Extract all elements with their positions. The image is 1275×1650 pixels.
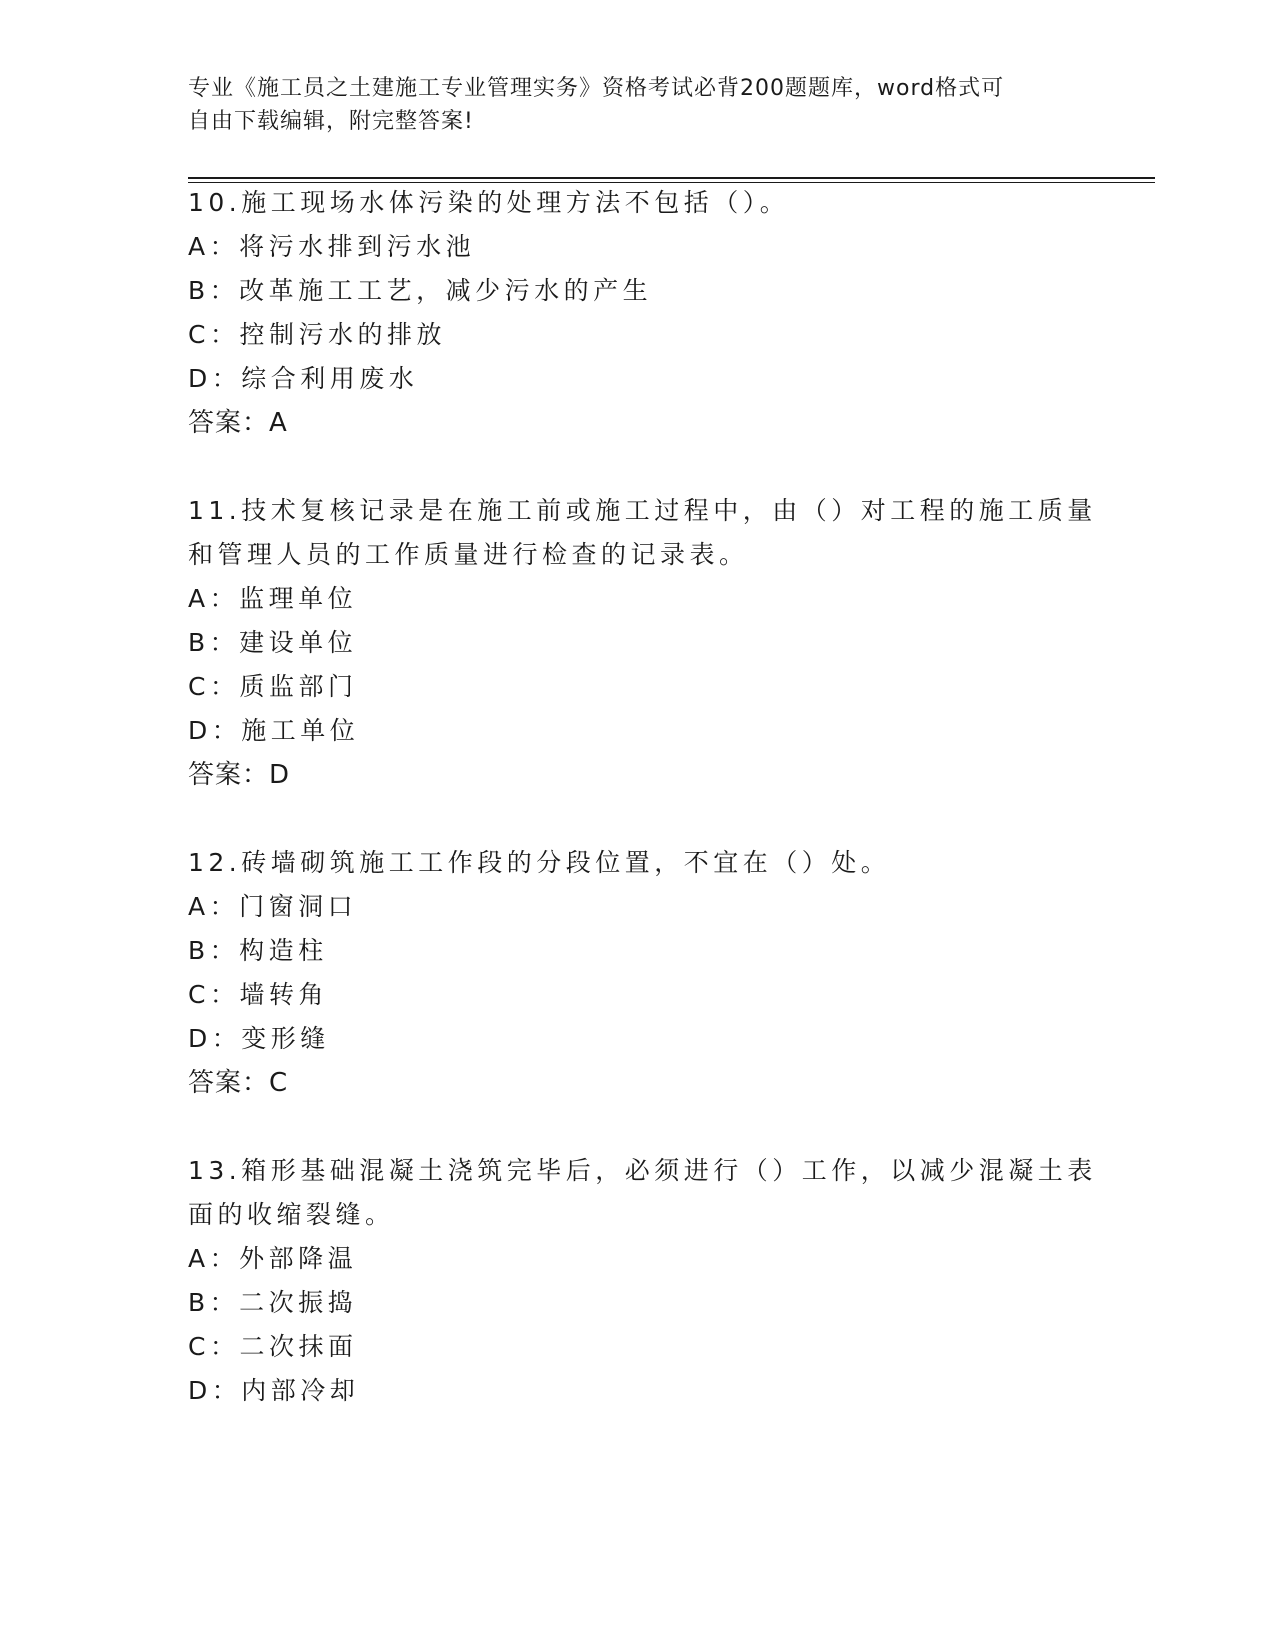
- header-line-1: 专业《施工员之土建施工专业管理实务》资格考试必背200题题库，word格式可: [188, 76, 1005, 101]
- question-12-stem-line-1: 12.砖墙砌筑施工工作段的分段位置，不宜在（）处。: [188, 848, 891, 877]
- question-13-stem-line-2: 面的收缩裂缝。: [188, 1200, 395, 1229]
- question-12-option-a: A：门窗洞口: [188, 892, 358, 921]
- header-divider-thin: [188, 182, 1155, 183]
- question-12-answer: 答案：C: [188, 1068, 289, 1098]
- document-header: [188, 72, 1068, 138]
- question-12-option-b: B：构造柱: [188, 936, 328, 965]
- question-10-stem-line-1: 10.施工现场水体污染的处理方法不包括（）。: [188, 188, 790, 217]
- header-divider-thick: [188, 177, 1155, 179]
- question-13-option-b: B：二次振捣: [188, 1288, 358, 1317]
- question-11-option-b: B：建设单位: [188, 628, 358, 657]
- question-10-option-c: C：控制污水的排放: [188, 320, 446, 349]
- question-11-option-d: D：施工单位: [188, 716, 360, 745]
- question-12-option-c: C：墙转角: [188, 980, 328, 1009]
- question-13-stem-line-1: 13.箱形基础混凝土浇筑完毕后，必须进行（）工作，以减少混凝土表: [188, 1156, 1097, 1185]
- question-10-option-d: D：综合利用废水: [188, 364, 419, 393]
- question-13-option-a: A：外部降温: [188, 1244, 358, 1273]
- question-10-option-b: B：改革施工工艺，减少污水的产生: [188, 276, 653, 305]
- question-11-stem-line-1: 11.技术复核记录是在施工前或施工过程中，由（）对工程的施工质量: [188, 496, 1097, 525]
- question-11-option-c: C：质监部门: [188, 672, 358, 701]
- question-11-answer: 答案：D: [188, 760, 291, 790]
- question-12-option-d: D：变形缝: [188, 1024, 330, 1053]
- question-11-stem-line-2: 和管理人员的工作质量进行检查的记录表。: [188, 540, 749, 569]
- question-10-answer: 答案：A: [188, 408, 288, 438]
- question-13-option-c: C：二次抹面: [188, 1332, 358, 1361]
- question-10-option-a: A：将污水排到污水池: [188, 232, 476, 261]
- question-11-option-a: A：监理单位: [188, 584, 358, 613]
- header-line-2: 自由下载编辑，附完整答案!: [188, 109, 474, 134]
- question-13-option-d: D：内部冷却: [188, 1376, 360, 1405]
